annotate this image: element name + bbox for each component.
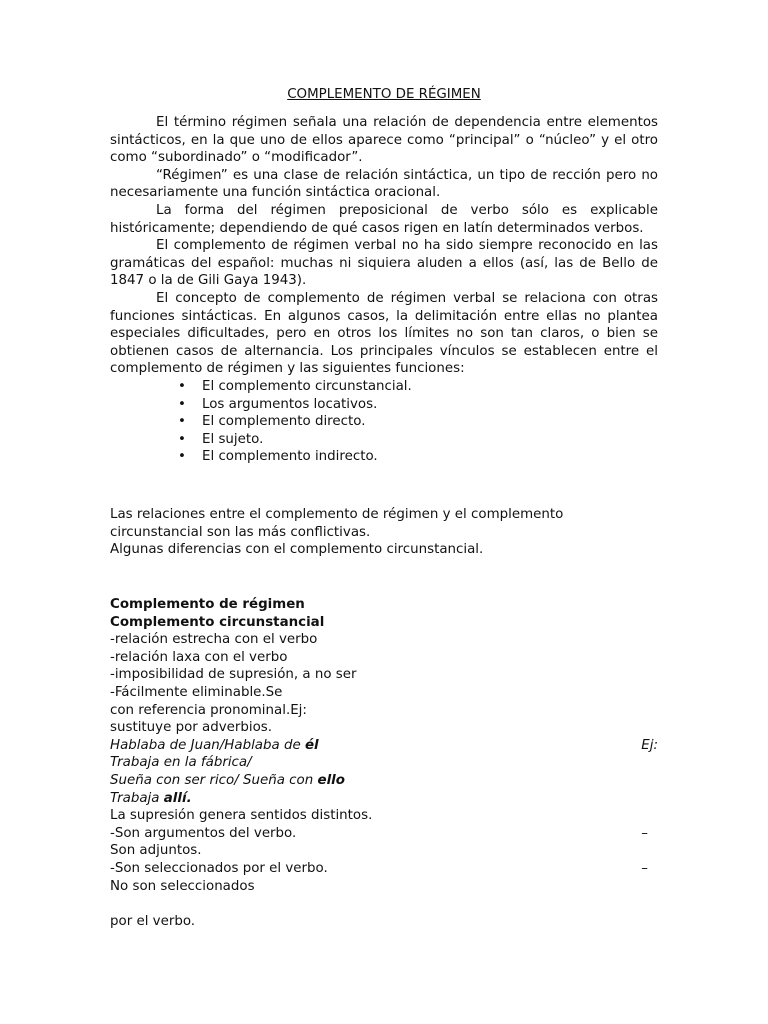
- compare-line: Son adjuntos.: [110, 843, 202, 859]
- relations-paragraph: Las relaciones entre el complemento de régimen y el complemento circunstancial son las más conflictivas.: [110, 507, 564, 540]
- list-item: • El complemento directo.: [110, 413, 658, 431]
- example-text: Hablaba de Juan/Hablaba de: [110, 737, 305, 753]
- compare-line: -relación laxa con el verbo: [110, 649, 288, 665]
- compare-line: -Fácilmente eliminable.Se: [110, 684, 283, 700]
- example-text: Trabaja: [110, 790, 164, 806]
- document-title: COMPLEMENTO DE RÉGIMEN: [287, 87, 481, 102]
- example-emphasis: allí: [163, 790, 187, 806]
- relations-paragraph: Algunas diferencias con el complemento circunstancial.: [110, 542, 484, 558]
- functions-list: [110, 378, 658, 466]
- compare-line: -relación estrecha con el verbo: [110, 632, 318, 648]
- comparison-section: [110, 596, 658, 930]
- intro-paragraph: El complemento de régimen verbal no ha sido siempre reconocido en las gramáticas del español: muchas ni siquiera aluden a ellos (así, las de Bello de 1847 o la de Gili Gaya 1943).: [110, 238, 658, 289]
- intro-paragraph: El concepto de complemento de régimen verbal se relaciona con otras funciones sintácticas. En algunos casos, la delimitación entre ellas no plantea especiales dificultades, pero en otros los límites no son tan claros, o bien se obtienen casos de alternancia. Los principales vínculos se establecen entre el complemento de régimen y las siguientes funciones:: [110, 290, 658, 377]
- intro-section: [110, 114, 658, 466]
- compare-line: por el verbo.: [110, 913, 196, 929]
- compare-text: -Son seleccionados por el verbo.: [110, 860, 328, 876]
- compare-example-line: Trabaja en la fábrica/: [110, 755, 252, 771]
- list-item: • El sujeto.: [110, 431, 658, 449]
- compare-line: sustituye por adverbios.: [110, 720, 273, 736]
- compare-heading-circunstancial: Complemento circunstancial: [110, 614, 325, 630]
- spacer: [110, 895, 658, 913]
- compare-text: -Son argumentos del verbo.: [110, 825, 297, 841]
- compare-example-line: [110, 790, 658, 808]
- compare-example-line: [110, 772, 658, 790]
- compare-example-line: [110, 737, 658, 755]
- compare-dash: –: [641, 825, 648, 841]
- compare-line: No son seleccionados: [110, 878, 255, 894]
- compare-line: -imposibilidad de supresión, a no ser: [110, 667, 357, 683]
- example-emphasis: él: [304, 737, 319, 753]
- compare-heading-regimen: Complemento de régimen: [110, 597, 305, 612]
- compare-line: La supresión genera sentidos distintos.: [110, 808, 373, 824]
- compare-line: [110, 825, 658, 843]
- list-item: • Los argumentos locativos.: [110, 396, 658, 414]
- relations-section: [110, 506, 658, 559]
- compare-line: con referencia pronominal.Ej:: [110, 702, 307, 718]
- example-emphasis: ello: [317, 772, 345, 788]
- intro-paragraph: El término régimen señala una relación de dependencia entre elementos sintácticos, en la que uno de ellos aparece como “principal” o “núcleo” y el otro como “subordinado” o “modificador”.: [110, 115, 658, 166]
- list-item: • El complemento circunstancial.: [110, 378, 658, 396]
- compare-dash: –: [641, 860, 648, 876]
- intro-paragraph: “Régimen” es una clase de relación sintáctica, un tipo de rección pero no necesariamente una función sintáctica oracional.: [110, 167, 658, 201]
- compare-line: [110, 860, 658, 878]
- list-item: • El complemento indirecto.: [110, 448, 658, 466]
- example-marker: Ej:: [641, 737, 658, 753]
- intro-paragraph: La forma del régimen preposicional de verbo sólo es explicable históricamente; dependiendo de qué casos rigen en latín determinados verbos.: [110, 202, 658, 236]
- example-period: .: [186, 790, 192, 806]
- example-text: Sueña con ser rico/ Sueña con: [110, 772, 318, 788]
